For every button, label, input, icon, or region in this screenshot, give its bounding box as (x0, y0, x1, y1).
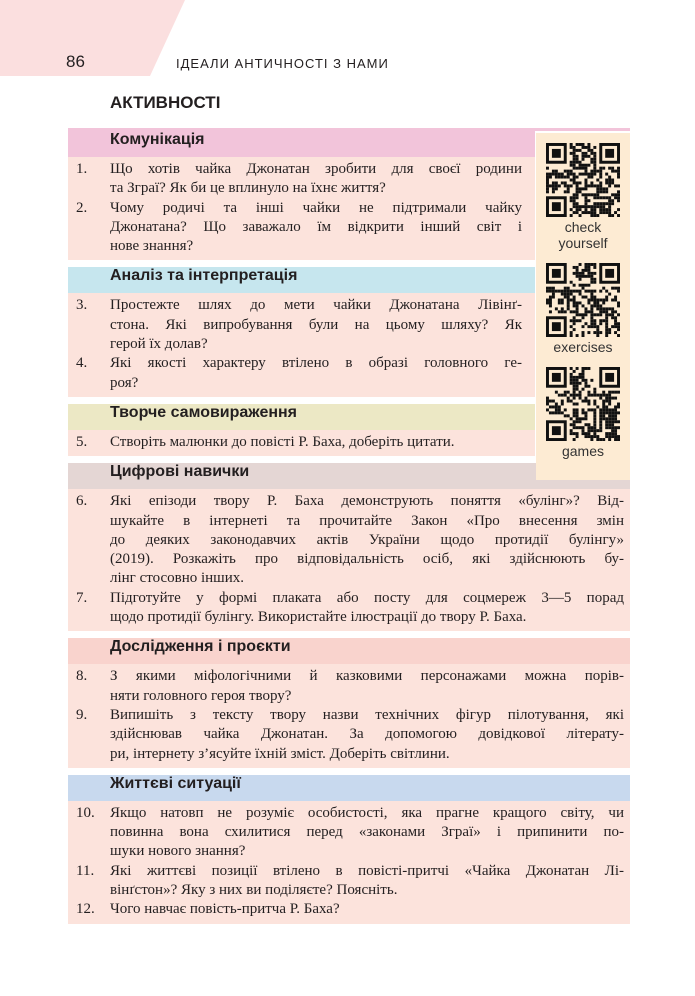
task-text-line: няти головного героя твору? (110, 687, 292, 704)
task-text-line: вінґстон»? Яку з них ви поділяєте? Поясніть. (110, 882, 398, 899)
task-item (68, 804, 630, 862)
task-item (68, 862, 630, 901)
section-creative-expression (68, 404, 535, 456)
task-text-line: Підготуйте у формі плаката або посту для соцмереж 3—5 порад (110, 589, 624, 606)
task-text-line: та Зграї? Як би це вплинуло на їхнє життя? (110, 180, 386, 197)
section-body (68, 293, 535, 396)
task-text-line: Що хотів чайка Джонатан зробити для своєї родини (110, 161, 522, 177)
page-number: 86 (66, 52, 85, 71)
task-text-line: Які якості характеру втілено в образі головного ге- (110, 355, 522, 372)
task-item (68, 900, 630, 919)
task-item (68, 296, 535, 354)
task-item (68, 589, 630, 628)
task-item (68, 199, 535, 257)
section-header: Аналіз та інтерпретація (68, 267, 535, 293)
section-body (68, 801, 630, 924)
task-text-line: роя? (110, 374, 139, 391)
task-text-line: Чому родичі та інші чайки не підтримали чайку (110, 199, 522, 216)
task-text-line: Які життєві позиції втілено в повісті-притчі «Чайка Джонатан Лі- (110, 862, 624, 879)
task-text-line: Якщо натовп не розуміє особистості, яка прагне кращого світу, чи (110, 804, 624, 821)
task-number: 12. (76, 901, 95, 918)
task-text-line: до деяких законодавчих актів України щодо протидії булінгу» (110, 531, 624, 548)
task-text-line: повинна вона схилитися перед «законами Зграї» і припинити по- (110, 824, 624, 841)
section-body (68, 157, 535, 260)
task-number: 10. (76, 804, 95, 821)
task-number: 5. (76, 433, 88, 450)
task-number: 7. (76, 589, 88, 606)
qr-label-games: games (561, 443, 605, 459)
section-header: Творче самовираження (68, 404, 535, 430)
task-number: 3. (76, 297, 88, 314)
task-text-line: (2019). Розкажіть про відповідальність осіб, які здійснюють бу- (110, 551, 624, 568)
qr-code-icon[interactable] (546, 263, 620, 337)
task-text-line: Створіть малюнки до повісті Р. Баха, доберіть цитати. (110, 433, 455, 450)
task-item (68, 354, 535, 393)
task-text-line: шуки нового знання? (110, 843, 246, 860)
task-text-line: Випишіть з тексту твору назви технічних фігур пілотування, які (110, 706, 624, 723)
task-item (68, 433, 535, 452)
qr-label-exercises: exercises (553, 339, 613, 355)
task-text-line: щодо протидії булінгу. Використайте ілюстрації до твору Р. Баха. (110, 609, 527, 626)
section-analysis (68, 267, 535, 396)
qr-code-icon[interactable] (546, 367, 620, 441)
task-text-line: Які епізоди твору Р. Баха демонструють поняття «булінг»? Від- (110, 493, 624, 510)
task-item (68, 492, 630, 588)
section-body (68, 430, 535, 456)
task-item (68, 706, 630, 764)
task-text-line: лінг стосовно інших. (110, 570, 245, 587)
section-header: Цифрові навички (68, 463, 630, 489)
corner-decoration (0, 0, 185, 76)
task-text-line: шукайте в інтернеті та прочитайте Закон «Про внесення змін (110, 512, 624, 529)
task-number: 8. (76, 668, 88, 685)
task-text-line: здійснював чайка Джонатан. За допомогою довідкової літерату- (110, 726, 624, 743)
task-text-line: Чого навчає повість-притча Р. Баха? (110, 901, 340, 918)
qr-code-icon[interactable] (546, 143, 620, 217)
task-text-line: З якими міфологічними й казковими персонажами можна порів- (110, 668, 624, 685)
task-item (68, 160, 535, 199)
page-title: АКТИВНОСТІ (110, 93, 221, 112)
task-number: 2. (76, 199, 88, 216)
section-research-projects (68, 638, 630, 767)
task-item (68, 667, 630, 706)
task-number: 4. (76, 355, 88, 372)
task-text-line: Простежте шлях до мети чайки Джонатана Лівінґ- (110, 297, 522, 314)
task-text-line: стона. Які випробування були на цьому шляху? Як (110, 316, 522, 333)
task-number: 11. (76, 862, 95, 879)
section-life-situations (68, 775, 630, 924)
task-number: 6. (76, 493, 88, 510)
section-body (68, 664, 630, 767)
running-title: ІДЕАЛИ АНТИЧНОСТІ З НАМИ (176, 56, 389, 71)
section-header: Дослідження і проєкти (68, 638, 630, 664)
task-text-line: Джонатана? Що заважало їм відкрити інший світ і (110, 218, 522, 235)
task-number: 9. (76, 706, 88, 723)
task-text-line: ри, інтернету з’ясуйте їхній зміст. Доберіть світлини. (110, 745, 450, 762)
section-digital-skills (68, 463, 630, 631)
section-communication (68, 131, 535, 260)
qr-label-check-yourself: check yourself (558, 219, 608, 251)
section-header: Життєві ситуації (68, 775, 630, 801)
section-header: Комунікація (68, 131, 535, 157)
section-body (68, 489, 630, 631)
task-text-line: нове знання? (110, 238, 194, 255)
task-text-line: герой їх долав? (110, 336, 208, 353)
qr-sidebar (536, 133, 630, 480)
task-number: 1. (76, 161, 88, 177)
